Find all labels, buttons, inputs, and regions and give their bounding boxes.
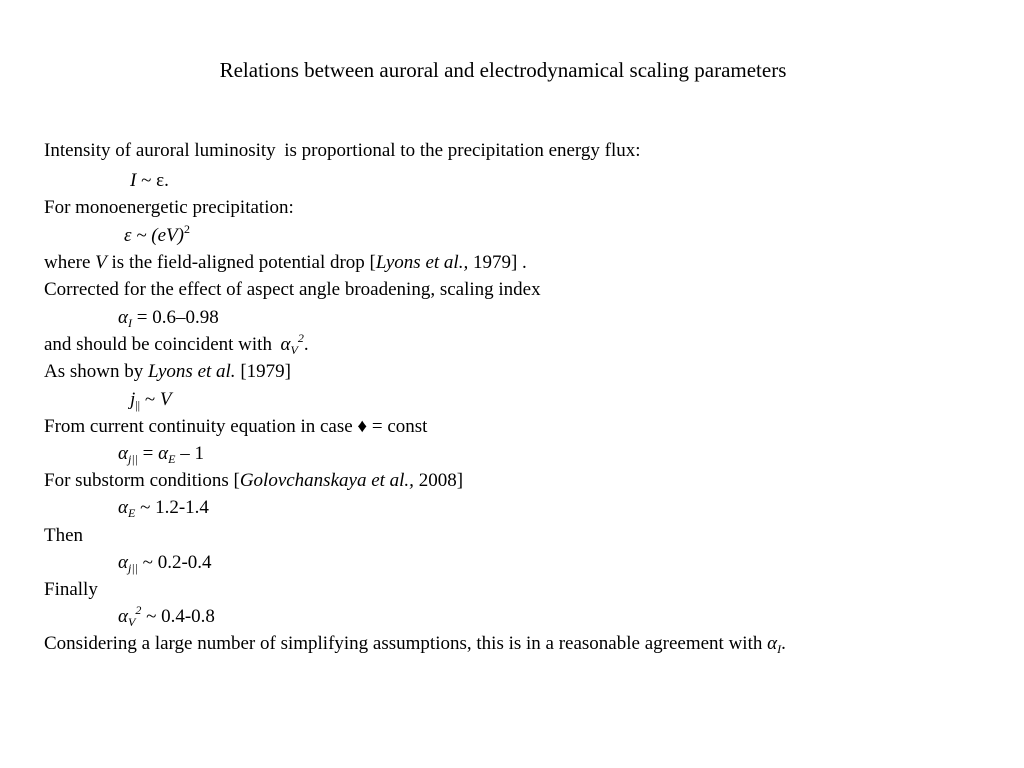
- formula-subscript: I: [777, 642, 782, 656]
- text-segment: Considering a large number of simplifying assumptions, this is in a reasonable agreement with: [44, 633, 768, 654]
- text-line-coincident: [44, 333, 309, 357]
- text-segment: 1979] .: [468, 252, 527, 273]
- formula-alpha-v2: [118, 605, 215, 629]
- text-line-conclusion: [44, 632, 786, 656]
- formula-energy-flux: [124, 224, 190, 248]
- slide-title: Relations between auroral and electrodynamical scaling parameters: [219, 58, 787, 82]
- citation-authors: Lyons et al.: [147, 361, 236, 382]
- text-segment: and should be coincident with: [44, 334, 281, 355]
- formula-subscript: I: [127, 316, 132, 330]
- formula-intensity: [130, 169, 169, 193]
- formula-text: ~ ε.: [136, 170, 169, 191]
- symbol-glyph: ♦: [357, 416, 368, 437]
- formula-subscript: j||: [127, 561, 138, 575]
- text-segment: is the field-aligned potential drop [: [106, 252, 376, 273]
- text-segment: .: [303, 334, 309, 355]
- text-segment: As shown by: [44, 361, 148, 382]
- formula-text: = 0.6–0.98: [131, 307, 219, 328]
- citation-authors: Golovchanskaya et al.,: [239, 470, 414, 491]
- text-line-then: Then: [44, 525, 84, 546]
- formula-symbol: α: [767, 633, 778, 654]
- text-line-substorm: [44, 469, 463, 493]
- formula-alpha-j: [118, 551, 212, 575]
- text-line-corrected: Corrected for the effect of aspect angle broadening, scaling index: [44, 279, 541, 300]
- formula-symbol: V: [95, 252, 107, 273]
- text-line-monoenergetic: For monoenergetic precipitation:: [44, 197, 294, 218]
- formula-alpha-j-e: [118, 442, 204, 466]
- formula-subscript: V: [127, 615, 136, 629]
- formula-subscript: V: [290, 343, 298, 357]
- text-line-continuity: [44, 415, 427, 439]
- formula-superscript: 2: [297, 331, 304, 345]
- text-segment: .: [781, 633, 786, 654]
- formula-symbol: α: [118, 497, 128, 518]
- formula-text: ~: [140, 389, 160, 410]
- formula-current-density: [130, 388, 171, 412]
- text-segment: 2008]: [413, 470, 464, 491]
- formula-text: ε ~ (eV): [124, 225, 184, 246]
- formula-symbol: V: [159, 389, 172, 410]
- formula-symbol: α: [280, 334, 291, 355]
- formula-text: – 1: [175, 443, 204, 464]
- formula-symbol: α: [118, 552, 128, 573]
- text-segment: For substorm conditions [: [44, 470, 240, 491]
- formula-alpha-i: [118, 306, 219, 330]
- formula-text: ~ 1.2-1.4: [135, 497, 209, 518]
- formula-text: ~ 0.2-0.4: [137, 552, 212, 573]
- formula-symbol: α: [118, 307, 128, 328]
- text-line-shown-by: [44, 360, 291, 384]
- formula-subscript: ||: [135, 398, 141, 412]
- formula-alpha-e: [118, 496, 209, 520]
- text-segment: From current continuity equation in case: [44, 416, 358, 437]
- formula-symbol: α: [158, 443, 169, 464]
- text-line-finally: Finally: [44, 579, 98, 600]
- formula-symbol: j: [130, 389, 136, 410]
- formula-symbol: I: [130, 170, 137, 191]
- text-line-potential-drop: [44, 251, 527, 275]
- formula-text: ~ 0.4-0.8: [141, 606, 215, 627]
- text-segment: where: [44, 252, 96, 273]
- text-segment: [1979]: [235, 361, 291, 382]
- formula-subscript: j||: [127, 452, 138, 466]
- citation-authors: Lyons et al.,: [375, 252, 469, 273]
- formula-superscript: 2: [183, 222, 190, 236]
- formula-symbol: α: [118, 606, 128, 627]
- formula-subscript: E: [168, 452, 176, 466]
- formula-text: =: [137, 443, 159, 464]
- text-line-intensity: Intensity of auroral luminosity is proportional to the precipitation energy flux:: [44, 140, 641, 161]
- text-segment: = const: [367, 416, 428, 437]
- formula-subscript: E: [127, 506, 136, 520]
- formula-superscript: 2: [135, 603, 142, 617]
- formula-symbol: α: [118, 443, 128, 464]
